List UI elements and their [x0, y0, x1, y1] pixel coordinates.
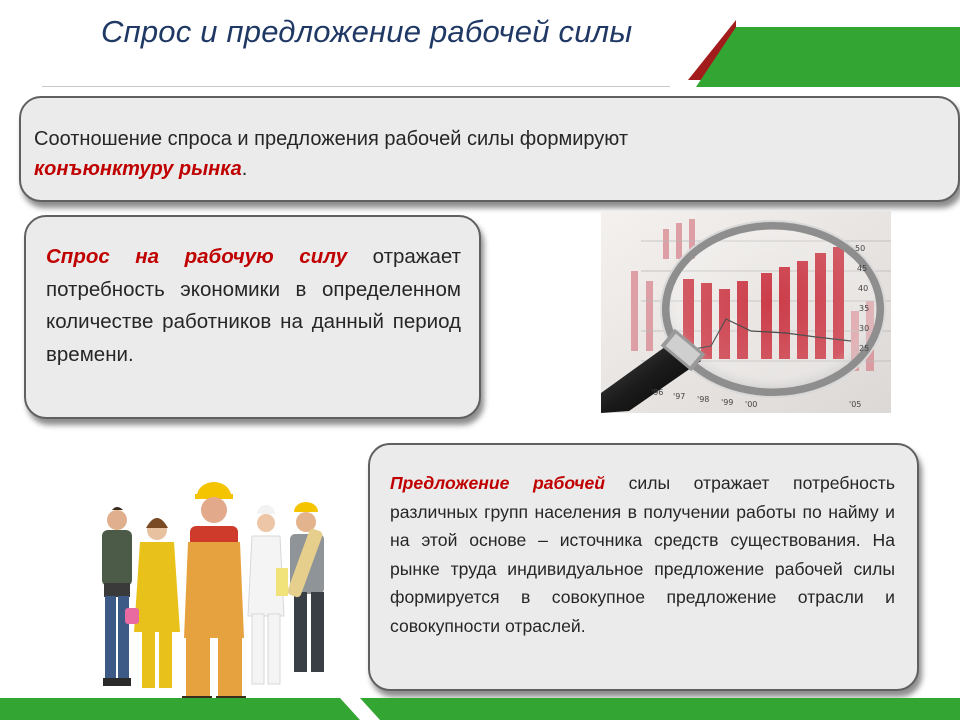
slide-title: Спрос и предложение рабочей силы	[101, 14, 633, 49]
supply-emphasis: Предложение рабочей	[390, 473, 606, 493]
magnifier-chart-photo	[601, 211, 891, 413]
title-divider	[42, 86, 670, 87]
intro-text-main: Соотношение спроса и предложения рабочей силы формируют	[34, 128, 629, 150]
y-label-45: 45	[857, 264, 868, 273]
y-label-30: 30	[859, 324, 870, 333]
demand-text-body: отражает потребность экономики в определенном количестве работников на данный период времени.	[46, 245, 461, 366]
y-label-50: 50	[855, 244, 866, 253]
intro-text	[34, 124, 934, 184]
demand-text	[46, 241, 461, 371]
bottom-green-band	[0, 698, 960, 720]
intro-text-end: .	[241, 158, 248, 180]
axis-label-98: '98	[697, 395, 710, 404]
y-label-40: 40	[858, 284, 869, 293]
axis-label-05: '05	[849, 400, 862, 409]
axis-label-00: '00	[745, 400, 758, 409]
supply-text	[390, 469, 895, 641]
y-label-25: 25	[859, 344, 870, 353]
y-label-35: 35	[859, 304, 870, 313]
intro-emphasis: конъюнктуру рынка	[34, 158, 242, 180]
demand-emphasis: Спрос на рабочую силу	[46, 245, 348, 268]
axis-label-96: '96	[651, 388, 664, 397]
supply-text-body: силы отражает потребность различных групп населения в получении работы по найму и на этой основе – источника средств существования. На рынке труда индивидуальное предложение рабочей силы формируется в совокупное предложение отрасли и совокупности отраслей.	[390, 473, 895, 636]
corner-green-band	[696, 27, 960, 87]
axis-label-97: '97	[673, 392, 686, 401]
axis-label-99: '99	[721, 398, 734, 407]
workers-photo	[62, 468, 358, 715]
